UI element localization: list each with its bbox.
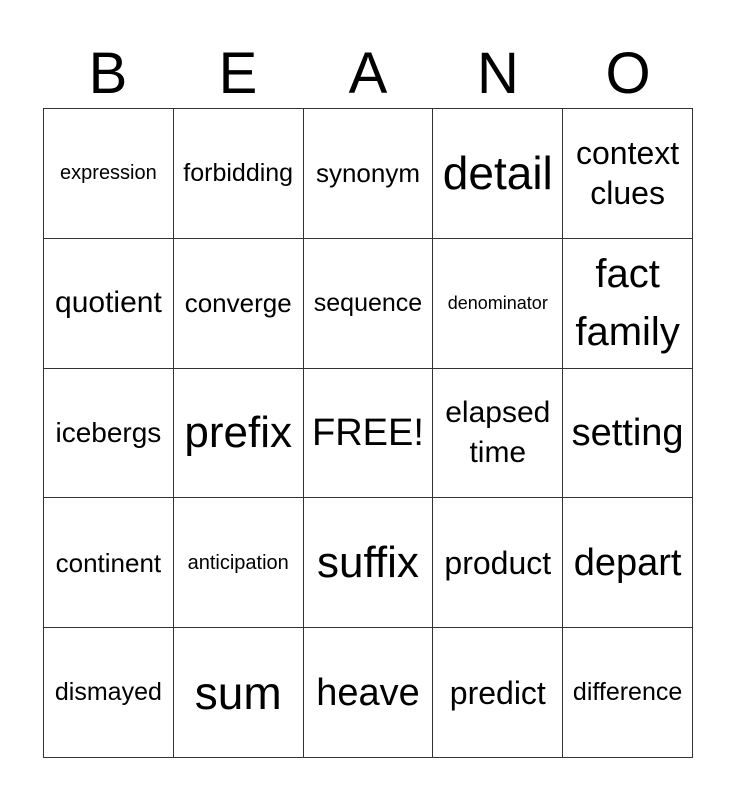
cell-word: elapsed time	[445, 395, 551, 469]
bingo-cell[interactable]	[304, 498, 434, 628]
cell-word: FREE!	[312, 411, 424, 454]
cell-word: expression	[60, 162, 157, 185]
bingo-cell[interactable]	[44, 628, 174, 758]
cell-word: dismayed	[54, 678, 162, 707]
header-letter-n: N	[477, 41, 519, 106]
cell-word: heave	[316, 671, 420, 714]
bingo-cell[interactable]	[433, 498, 563, 628]
bingo-cell[interactable]	[433, 109, 563, 239]
cell-word: continent	[55, 547, 162, 578]
bingo-cell[interactable]	[174, 498, 304, 628]
header-letter-o: O	[605, 41, 651, 106]
cell-word: quotient	[55, 286, 162, 320]
cell-word: sum	[194, 666, 282, 719]
cell-word: synonym	[315, 158, 421, 189]
bingo-cell[interactable]	[563, 239, 693, 369]
header-letter-e: E	[218, 41, 258, 106]
bingo-cell[interactable]	[304, 239, 434, 369]
bingo-grid	[43, 108, 693, 758]
bingo-cell[interactable]	[304, 109, 434, 239]
bingo-cell[interactable]	[304, 369, 434, 499]
bingo-header	[43, 40, 693, 108]
cell-word: forbidding	[183, 158, 294, 187]
bingo-cell[interactable]	[44, 369, 174, 499]
cell-word: prefix	[184, 407, 292, 457]
bingo-cell[interactable]	[563, 498, 693, 628]
bingo-cell[interactable]	[433, 369, 563, 499]
bingo-cell[interactable]	[174, 109, 304, 239]
bingo-cell[interactable]	[174, 369, 304, 499]
cell-word: fact family	[575, 252, 680, 355]
bingo-cell[interactable]	[563, 628, 693, 758]
bingo-cell[interactable]	[433, 628, 563, 758]
cell-word: icebergs	[55, 416, 162, 448]
cell-word: sequence	[313, 288, 423, 317]
bingo-cell[interactable]	[563, 109, 693, 239]
bingo-cell[interactable]	[174, 239, 304, 369]
cell-word: context clues	[576, 135, 680, 212]
cell-word: suffix	[317, 537, 419, 587]
bingo-cell[interactable]	[44, 498, 174, 628]
bingo-cell[interactable]	[563, 369, 693, 499]
bingo-cell[interactable]	[433, 239, 563, 369]
bingo-cell[interactable]	[44, 239, 174, 369]
bingo-cell[interactable]	[44, 109, 174, 239]
cell-word: setting	[571, 411, 684, 454]
cell-word: anticipation	[187, 551, 289, 574]
header-letter-a: A	[348, 41, 388, 106]
cell-word: predict	[449, 674, 546, 711]
cell-word: product	[444, 544, 552, 581]
header-letter-b: B	[88, 41, 128, 106]
cell-word: detail	[442, 147, 553, 200]
cell-word: converge	[184, 288, 292, 319]
cell-word: difference	[572, 678, 683, 707]
cell-word: depart	[573, 541, 682, 584]
bingo-cell[interactable]	[174, 628, 304, 758]
bingo-cell[interactable]	[304, 628, 434, 758]
cell-word: denominator	[447, 293, 548, 314]
